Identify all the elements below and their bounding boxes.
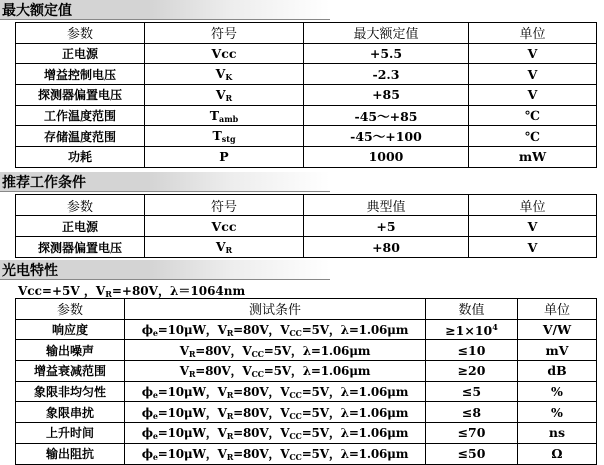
table-row xyxy=(16,402,597,423)
value-cell: +80 xyxy=(304,237,469,258)
ratings-section-title: 最大额定值 xyxy=(0,0,330,20)
table-row xyxy=(16,64,597,85)
column-header: 最大额定值 xyxy=(304,23,469,44)
value-cell: ≤5 xyxy=(426,381,518,402)
recommended-table xyxy=(15,194,597,258)
test-condition-cell: $\phi_e=10\mu W$，$V_R=80V$，$V_{CC}=5V$，λ=1.06μm xyxy=(125,319,426,340)
param-cell: 响应度 xyxy=(16,319,125,340)
table-row xyxy=(16,43,597,64)
unit-cell: V xyxy=(469,237,597,258)
symbol-cell: $V_R$ xyxy=(145,237,304,258)
test-condition-cell: $V_R=80V$，$V_{CC}=5V$，λ=1.06μm xyxy=(125,340,426,361)
unit-cell: V xyxy=(469,216,597,237)
column-header: 单位 xyxy=(469,195,597,216)
table-row xyxy=(16,126,597,147)
unit-cell: V xyxy=(469,85,597,106)
symbol-cell: Vcc xyxy=(145,216,304,237)
test-condition-cell: $\phi_e=10\mu W$，$V_R=80V$，$V_{CC}=5V$，λ=1.06μm xyxy=(125,443,426,464)
value-cell: -45～+100 xyxy=(304,126,469,147)
value-cell: +85 xyxy=(304,85,469,106)
test-condition-cell: $\phi_e=10\mu W$，$V_R=80V$，$V_{CC}=5V$，λ=1.06μm xyxy=(125,381,426,402)
param-cell: 象限非均匀性 xyxy=(16,381,125,402)
unit-cell: ℃ xyxy=(469,126,597,147)
value-cell: ≤70 xyxy=(426,423,518,444)
value-cell: -2.3 xyxy=(304,64,469,85)
symbol-cell: P xyxy=(145,147,304,168)
value-cell: $\ge 1\times 10^4$ xyxy=(426,319,518,340)
unit-cell: mV xyxy=(518,340,597,361)
param-cell: 探测器偏置电压 xyxy=(16,85,145,106)
table-row xyxy=(16,423,597,444)
ratings-table xyxy=(15,22,597,168)
column-header: 数值 xyxy=(426,299,518,320)
symbol-cell: $V_R$ xyxy=(145,85,304,106)
unit-cell: V xyxy=(469,43,597,64)
param-cell: 象限串扰 xyxy=(16,402,125,423)
symbol-cell: $T_{amb}$ xyxy=(145,105,304,126)
param-cell: 正电源 xyxy=(16,43,145,64)
param-cell: 输出阻抗 xyxy=(16,443,125,464)
unit-cell: ℃ xyxy=(469,105,597,126)
table-row xyxy=(16,361,597,382)
symbol-cell: Vcc xyxy=(145,43,304,64)
unit-cell: % xyxy=(518,381,597,402)
param-cell: 增益衰减范围 xyxy=(16,361,125,382)
column-header: 单位 xyxy=(518,299,597,320)
unit-cell: dB xyxy=(518,361,597,382)
param-cell: 输出噪声 xyxy=(16,340,125,361)
symbol-cell: $V_K$ xyxy=(145,64,304,85)
value-cell: +5 xyxy=(304,216,469,237)
param-cell: 上升时间 xyxy=(16,423,125,444)
header-row xyxy=(16,195,597,216)
param-cell: 探测器偏置电压 xyxy=(16,237,145,258)
table-row xyxy=(16,381,597,402)
value-cell: ≤10 xyxy=(426,340,518,361)
table-row xyxy=(16,319,597,340)
param-cell: 增益控制电压 xyxy=(16,64,145,85)
value-cell: 1000 xyxy=(304,147,469,168)
table-row xyxy=(16,105,597,126)
unit-cell: ns xyxy=(518,423,597,444)
column-header: 典型值 xyxy=(304,195,469,216)
header-row xyxy=(16,23,597,44)
column-header: 单位 xyxy=(469,23,597,44)
table-row xyxy=(16,237,597,258)
optical-section-title: 光电特性 xyxy=(0,260,330,280)
value-cell: -45～+85 xyxy=(304,105,469,126)
column-header: 符号 xyxy=(145,23,304,44)
test-condition-cell: $V_R=80V$，$V_{CC}=5V$，λ=1.06μm xyxy=(125,361,426,382)
param-cell: 工作温度范围 xyxy=(16,105,145,126)
unit-cell: % xyxy=(518,402,597,423)
table-row xyxy=(16,85,597,106)
value-cell: ≤8 xyxy=(426,402,518,423)
value-cell: +5.5 xyxy=(304,43,469,64)
test-condition-cell: $\phi_e=10\mu W$，$V_R=80V$，$V_{CC}=5V$，λ=1.06μm xyxy=(125,423,426,444)
table-row xyxy=(16,340,597,361)
column-header: 测试条件 xyxy=(125,299,426,320)
test-conditions-note: Vcc=+5V ，$V_R=+80V$，λ＝1064nm xyxy=(18,284,246,299)
unit-cell: V/W xyxy=(518,319,597,340)
table-row xyxy=(16,216,597,237)
param-cell: 存储温度范围 xyxy=(16,126,145,147)
column-header: 参数 xyxy=(16,299,125,320)
test-condition-cell: $\phi_e=10\mu W$，$V_R=80V$，$V_{CC}=5V$，λ=1.06μm xyxy=(125,402,426,423)
column-header: 参数 xyxy=(16,23,145,44)
column-header: 符号 xyxy=(145,195,304,216)
unit-cell: V xyxy=(469,64,597,85)
header-row xyxy=(16,299,597,320)
symbol-cell: $T_{stg}$ xyxy=(145,126,304,147)
table-row xyxy=(16,147,597,168)
value-cell: ≥20 xyxy=(426,361,518,382)
unit-cell: Ω xyxy=(518,443,597,464)
unit-cell: mW xyxy=(469,147,597,168)
recommended-section-title: 推荐工作条件 xyxy=(0,172,330,192)
param-cell: 正电源 xyxy=(16,216,145,237)
param-cell: 功耗 xyxy=(16,147,145,168)
optical-table xyxy=(15,298,597,465)
table-row xyxy=(16,443,597,464)
column-header: 参数 xyxy=(16,195,145,216)
value-cell: ≤50 xyxy=(426,443,518,464)
